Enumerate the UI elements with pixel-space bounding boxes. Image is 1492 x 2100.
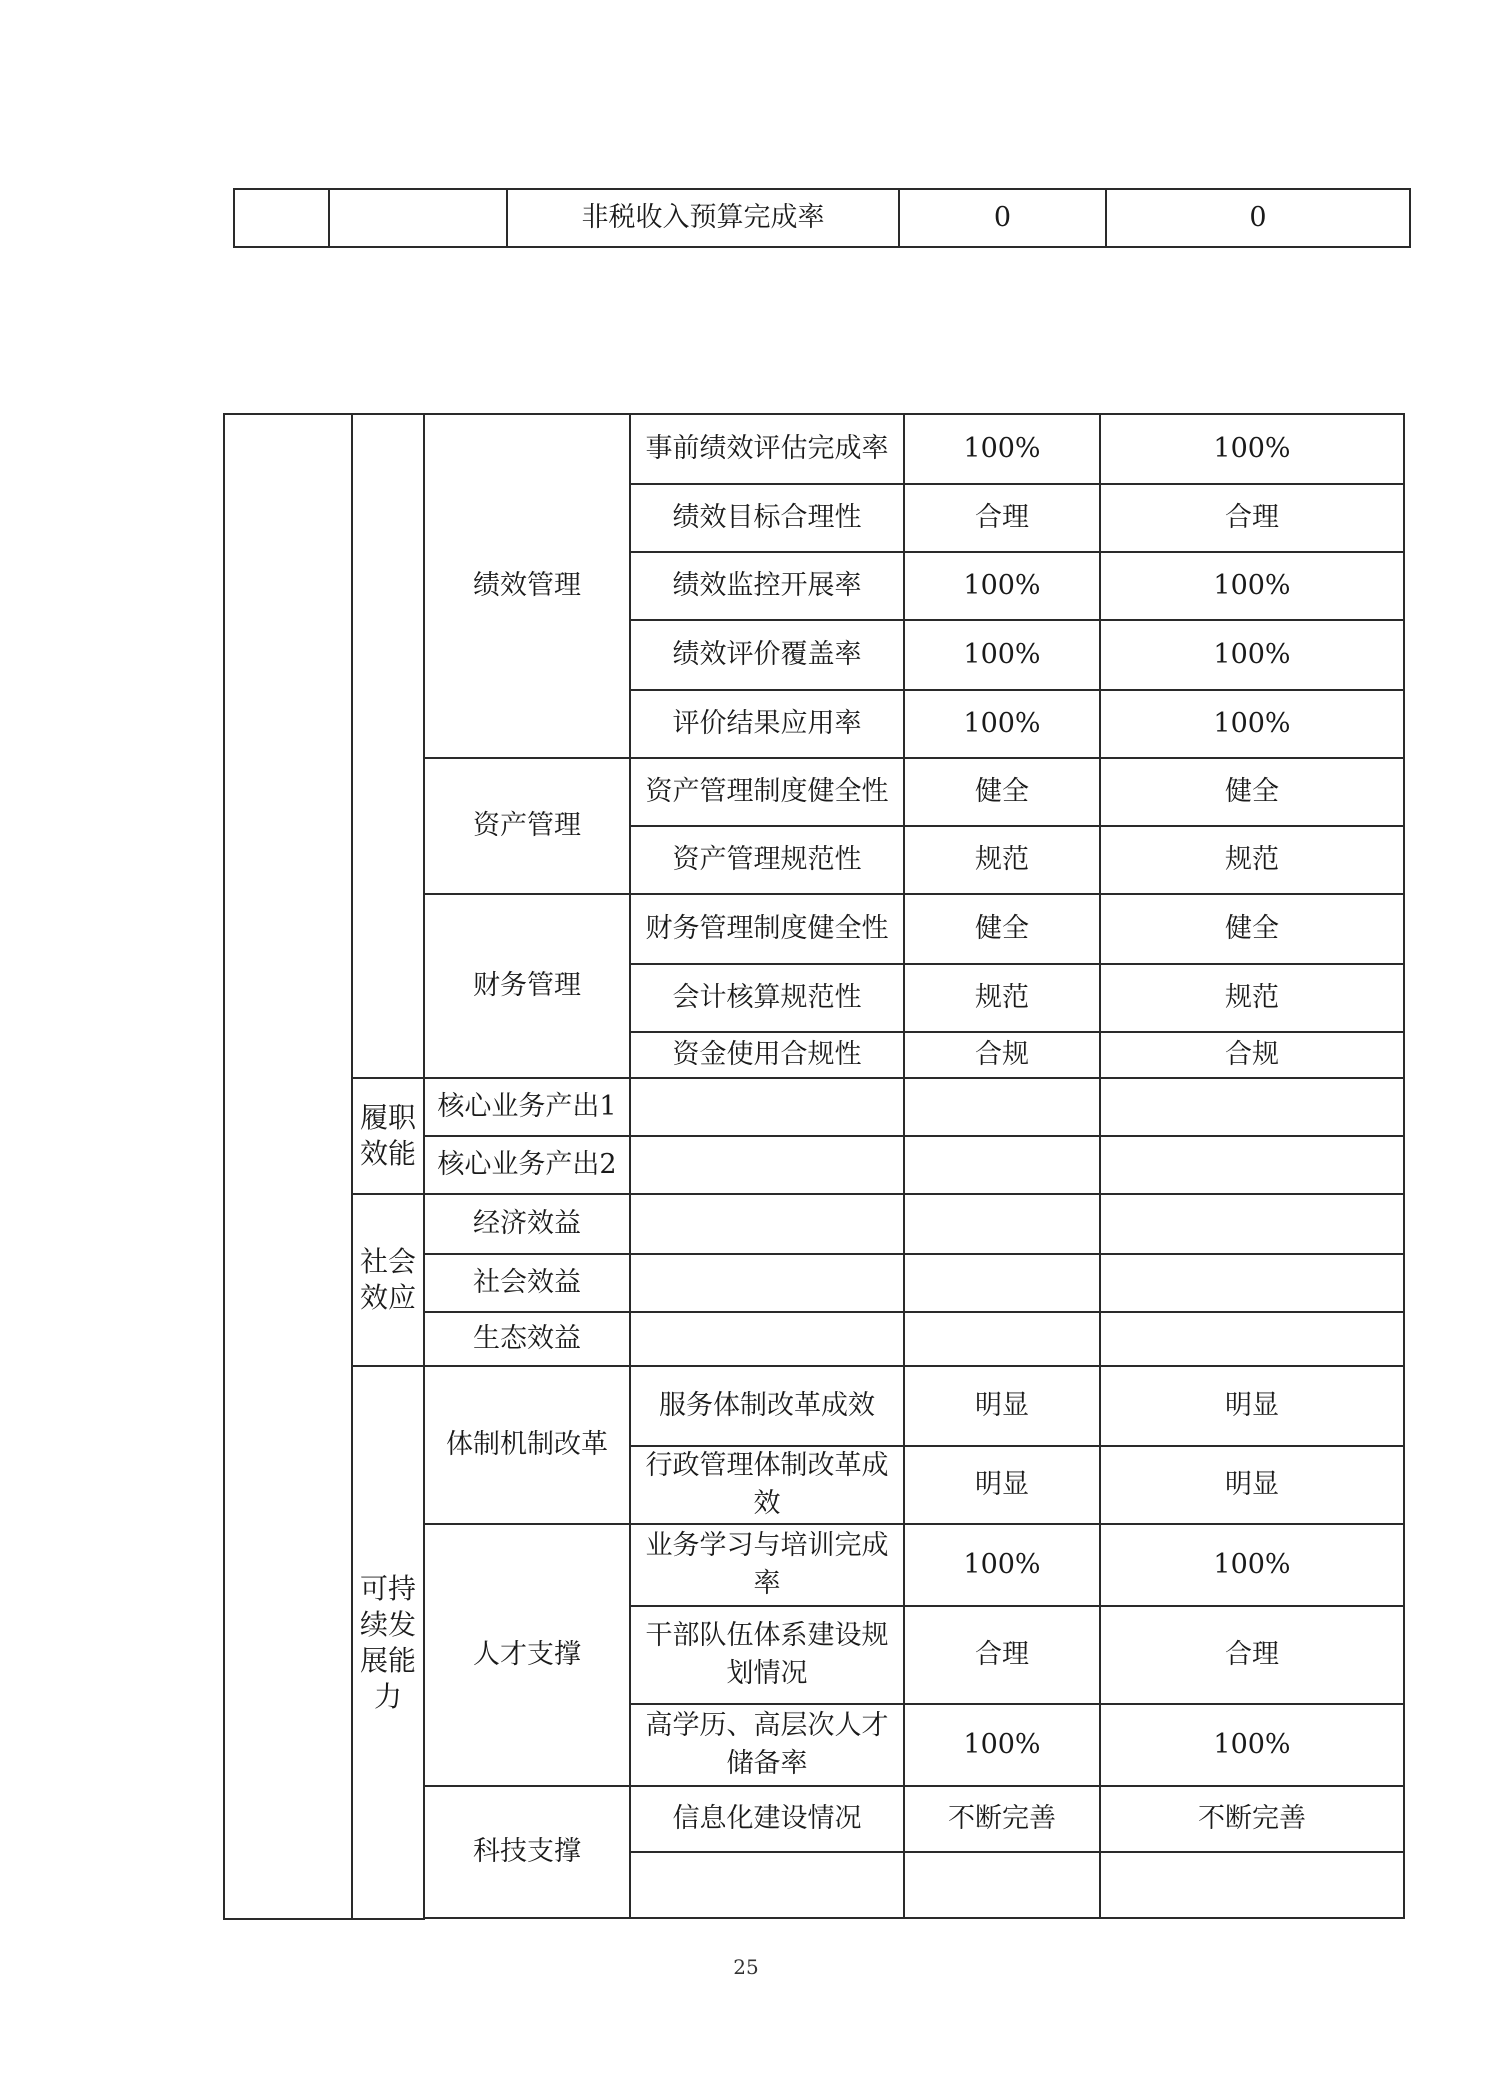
- actual-value: 合规: [1100, 1032, 1404, 1078]
- indicator-empty: [630, 1078, 904, 1136]
- actual-value: 明显: [1100, 1366, 1404, 1446]
- target-empty: [904, 1194, 1100, 1254]
- target-value: 合规: [904, 1032, 1100, 1078]
- second-level-cell: [352, 414, 424, 1078]
- actual-value: 不断完善: [1100, 1786, 1404, 1852]
- indicator-empty: [630, 1312, 904, 1366]
- actual-value: 100%: [1100, 552, 1404, 620]
- target-value: 100%: [904, 1524, 1100, 1606]
- top-cell-empty-1: [234, 189, 329, 247]
- indicator: 资产管理制度健全性: [630, 758, 904, 826]
- indicator-empty: [630, 1136, 904, 1194]
- actual-empty: [1100, 1852, 1404, 1918]
- top-indicator: 非税收入预算完成率: [507, 189, 899, 247]
- first-level-cell: [224, 414, 352, 1919]
- indicator: 信息化建设情况: [630, 1786, 904, 1852]
- indicator-empty: [630, 1254, 904, 1312]
- actual-value: 100%: [1100, 620, 1404, 690]
- spacer: [1100, 1918, 1404, 1919]
- actual-value: 明显: [1100, 1446, 1404, 1524]
- indicator-empty: [630, 1852, 904, 1918]
- group-name: 科技支撑: [424, 1786, 630, 1918]
- actual-empty: [1100, 1312, 1404, 1366]
- actual-value: 100%: [1100, 414, 1404, 484]
- actual-empty: [1100, 1078, 1404, 1136]
- group-name: 资产管理: [424, 758, 630, 894]
- indicator: 资产管理规范性: [630, 826, 904, 894]
- indicator: 绩效目标合理性: [630, 484, 904, 552]
- indicator: 高学历、高层次人才储备率: [630, 1704, 904, 1786]
- indicator: 事前绩效评估完成率: [630, 414, 904, 484]
- top-actual: 0: [1106, 189, 1410, 247]
- category-shehui: 社会效应: [352, 1194, 424, 1366]
- group-name: 人才支撑: [424, 1524, 630, 1786]
- category-lvzhi: 履职效能: [352, 1078, 424, 1194]
- indicator: 绩效评价覆盖率: [630, 620, 904, 690]
- target-value: 健全: [904, 758, 1100, 826]
- target-value: 规范: [904, 964, 1100, 1032]
- benefit-item: 社会效益: [424, 1254, 630, 1312]
- target-value: 明显: [904, 1366, 1100, 1446]
- benefit-item: 经济效益: [424, 1194, 630, 1254]
- indicator: 会计核算规范性: [630, 964, 904, 1032]
- actual-empty: [1100, 1136, 1404, 1194]
- actual-value: 规范: [1100, 826, 1404, 894]
- target-value: 100%: [904, 552, 1100, 620]
- target-value: 合理: [904, 1606, 1100, 1704]
- target-value: 合理: [904, 484, 1100, 552]
- target-empty: [904, 1078, 1100, 1136]
- target-empty: [904, 1312, 1100, 1366]
- actual-value: 100%: [1100, 690, 1404, 758]
- benefit-item: 生态效益: [424, 1312, 630, 1366]
- main-table: [223, 413, 1405, 1920]
- target-value: 100%: [904, 1704, 1100, 1786]
- target-value: 健全: [904, 894, 1100, 964]
- group-name: 体制机制改革: [424, 1366, 630, 1524]
- indicator: 财务管理制度健全性: [630, 894, 904, 964]
- output-item: 核心业务产出1: [424, 1078, 630, 1136]
- indicator: 干部队伍体系建设规划情况: [630, 1606, 904, 1704]
- group-name: 财务管理: [424, 894, 630, 1078]
- indicator: 资金使用合规性: [630, 1032, 904, 1078]
- target-empty: [904, 1852, 1100, 1918]
- actual-value: 健全: [1100, 758, 1404, 826]
- indicator: 业务学习与培训完成率: [630, 1524, 904, 1606]
- target-value: 不断完善: [904, 1786, 1100, 1852]
- group-name: 绩效管理: [424, 414, 630, 758]
- actual-empty: [1100, 1254, 1404, 1312]
- target-empty: [904, 1136, 1100, 1194]
- top-cell-empty-2: [329, 189, 507, 247]
- indicator: 评价结果应用率: [630, 690, 904, 758]
- indicator: 服务体制改革成效: [630, 1366, 904, 1446]
- indicator: 行政管理体制改革成效: [630, 1446, 904, 1524]
- actual-value: 健全: [1100, 894, 1404, 964]
- indicator-empty: [630, 1194, 904, 1254]
- target-value: 100%: [904, 620, 1100, 690]
- top-target: 0: [899, 189, 1106, 247]
- target-empty: [904, 1254, 1100, 1312]
- target-value: 100%: [904, 690, 1100, 758]
- actual-empty: [1100, 1194, 1404, 1254]
- spacer: [630, 1918, 904, 1919]
- page-number: 25: [733, 1955, 759, 1979]
- spacer: [424, 1918, 630, 1919]
- actual-value: 合理: [1100, 1606, 1404, 1704]
- indicator: 绩效监控开展率: [630, 552, 904, 620]
- top-table: [233, 188, 1411, 248]
- actual-value: 100%: [1100, 1524, 1404, 1606]
- target-value: 100%: [904, 414, 1100, 484]
- actual-value: 规范: [1100, 964, 1404, 1032]
- spacer: [904, 1918, 1100, 1919]
- target-value: 规范: [904, 826, 1100, 894]
- category-kechixu: 可持续发展能力: [352, 1366, 424, 1919]
- actual-value: 100%: [1100, 1704, 1404, 1786]
- target-value: 明显: [904, 1446, 1100, 1524]
- output-item: 核心业务产出2: [424, 1136, 630, 1194]
- actual-value: 合理: [1100, 484, 1404, 552]
